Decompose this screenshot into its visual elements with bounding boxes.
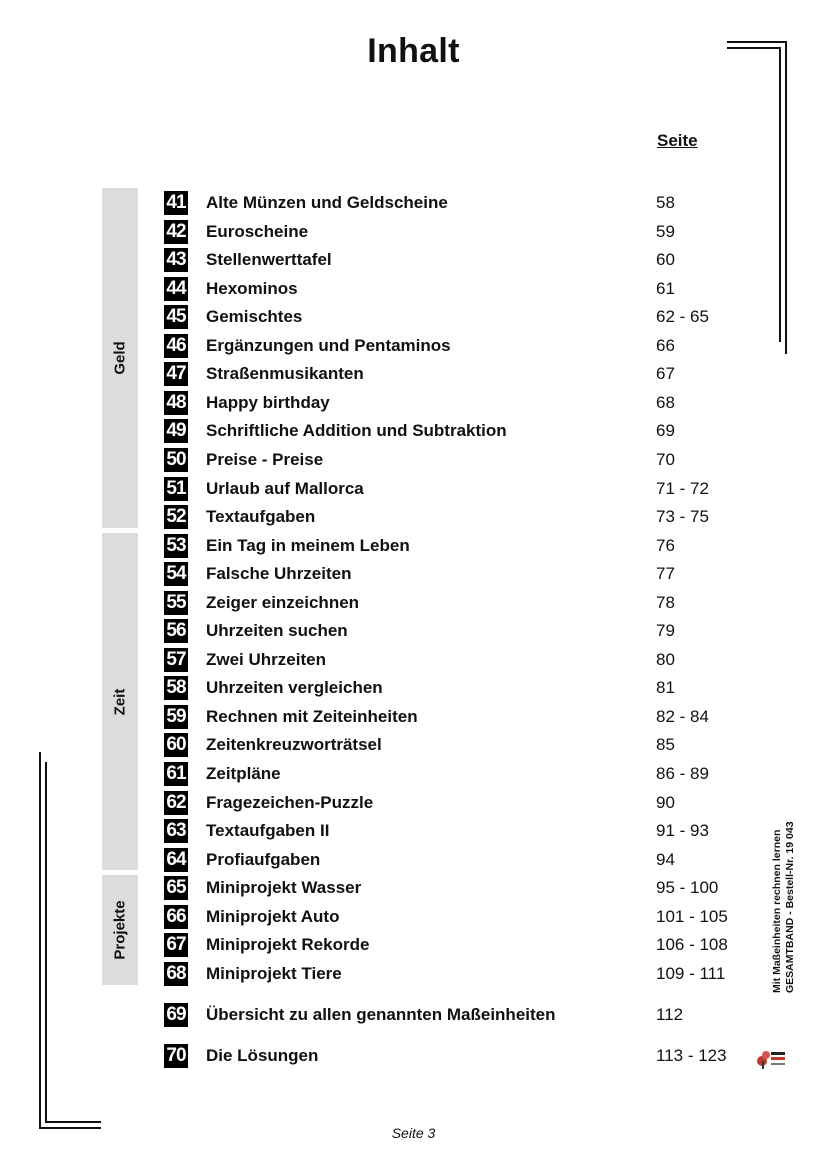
entry-number: 54	[164, 562, 188, 586]
entry-topic: Alte Münzen und Geldscheine	[206, 193, 448, 212]
entry-page: 94	[656, 850, 675, 869]
entry-number: 60	[164, 733, 188, 757]
entry-number: 64	[164, 848, 188, 872]
toc-entry	[164, 933, 764, 959]
page-column-heading: Seite	[657, 131, 698, 150]
toc-entry	[164, 477, 764, 503]
entry-number: 48	[164, 391, 188, 415]
corner-line-top-outer	[727, 41, 787, 43]
entry-number: 70	[164, 1044, 188, 1068]
entry-page: 79	[656, 621, 675, 640]
page-title: Inhalt	[367, 32, 460, 70]
entry-page: 78	[656, 593, 675, 612]
toc-entry	[164, 791, 764, 817]
entry-page: 90	[656, 793, 675, 812]
toc-entry	[164, 648, 764, 674]
corner-line-left-inner	[45, 762, 47, 1123]
entry-number: 51	[164, 477, 188, 501]
entry-topic: Ein Tag in meinem Leben	[206, 536, 410, 555]
entry-number: 68	[164, 962, 188, 986]
entry-page: 106 - 108	[656, 935, 728, 954]
entry-page: 73 - 75	[656, 507, 709, 526]
corner-line-right-inner	[779, 47, 781, 342]
entry-topic: Die Lösungen	[206, 1046, 319, 1065]
entry-topic: Miniprojekt Tiere	[206, 964, 342, 983]
entry-number: 46	[164, 334, 188, 358]
entry-number: 65	[164, 876, 188, 900]
entry-topic: Happy birthday	[206, 393, 330, 412]
entry-topic: Ergänzungen und Pentaminos	[206, 336, 451, 355]
toc-entry	[164, 191, 764, 217]
toc-entry	[164, 876, 764, 902]
toc-entry	[164, 220, 764, 246]
entry-number: 62	[164, 791, 188, 815]
publisher-logo-icon	[756, 1043, 786, 1071]
corner-line-right-outer	[785, 41, 787, 354]
entry-page: 91 - 93	[656, 821, 709, 840]
entry-topic: Stellenwerttafel	[206, 250, 332, 269]
entry-page: 82 - 84	[656, 707, 709, 726]
entry-topic: Straßenmusikanten	[206, 364, 364, 383]
entry-page: 67	[656, 364, 675, 383]
entry-topic: Übersicht zu allen genannten Maßeinheiten	[206, 1005, 556, 1024]
toc-entry	[164, 505, 764, 531]
entry-number: 55	[164, 591, 188, 615]
section-label: Projekte	[111, 900, 129, 960]
entry-page: 85	[656, 735, 675, 754]
entry-topic: Euroscheine	[206, 222, 309, 241]
toc-entry	[164, 448, 764, 474]
entry-number: 57	[164, 648, 188, 672]
toc-entry	[164, 305, 764, 331]
section-projekte	[102, 875, 138, 985]
entry-topic: Textaufgaben II	[206, 821, 330, 840]
entry-topic: Schriftliche Addition und Subtraktion	[206, 421, 507, 440]
toc-entry	[164, 1003, 764, 1029]
toc-entry	[164, 762, 764, 788]
toc-entry	[164, 962, 764, 988]
entry-number: 45	[164, 305, 188, 329]
entry-page: 112	[656, 1005, 684, 1024]
entry-number: 58	[164, 676, 188, 700]
entry-topic: Uhrzeiten suchen	[206, 621, 348, 640]
entry-page: 71 - 72	[656, 479, 709, 498]
corner-line-bottom-inner	[45, 1121, 101, 1123]
entry-number: 49	[164, 419, 188, 443]
section-geld	[102, 188, 138, 528]
entry-page: 66	[656, 336, 675, 355]
entry-topic: Uhrzeiten vergleichen	[206, 678, 383, 697]
entry-topic: Zwei Uhrzeiten	[206, 650, 326, 669]
entry-page: 109 - 111	[656, 964, 726, 983]
entry-topic: Hexominos	[206, 279, 298, 298]
entry-topic: Rechnen mit Zeiteinheiten	[206, 707, 418, 726]
entry-number: 56	[164, 619, 188, 643]
toc-entry	[164, 334, 764, 360]
entry-topic: Profiaufgaben	[206, 850, 321, 869]
entry-topic: Miniprojekt Rekorde	[206, 935, 370, 954]
entry-page: 81	[656, 678, 675, 697]
section-zeit	[102, 533, 138, 870]
entry-number: 44	[164, 277, 188, 301]
entry-topic: Urlaub auf Mallorca	[206, 479, 364, 498]
entry-page: 60	[656, 250, 675, 269]
entry-topic: Falsche Uhrzeiten	[206, 564, 352, 583]
entry-number: 52	[164, 505, 188, 529]
section-label: Geld	[111, 341, 129, 375]
entry-number: 63	[164, 819, 188, 843]
imprint-line-title: Mit Maßeinheiten rechnen lernen	[771, 829, 783, 993]
entry-page: 59	[656, 222, 675, 241]
entry-page: 113 - 123	[656, 1046, 727, 1065]
entry-topic: Preise - Preise	[206, 450, 324, 469]
entry-topic: Textaufgaben	[206, 507, 316, 526]
toc-entry	[164, 619, 764, 645]
toc-entry	[164, 562, 764, 588]
entry-page: 76	[656, 536, 675, 555]
section-label: Zeit	[111, 688, 129, 715]
entry-number: 67	[164, 933, 188, 957]
corner-line-top-inner	[727, 47, 779, 49]
toc-entry	[164, 733, 764, 759]
entry-number: 42	[164, 220, 188, 244]
entry-number: 61	[164, 762, 188, 786]
entry-number: 50	[164, 448, 188, 472]
toc-entry	[164, 248, 764, 274]
entry-number: 47	[164, 362, 188, 386]
entry-number: 66	[164, 905, 188, 929]
entry-topic: Gemischtes	[206, 307, 303, 326]
toc-entry	[164, 534, 764, 560]
entry-page: 101 - 105	[656, 907, 728, 926]
entry-number: 41	[164, 191, 188, 215]
entry-topic: Zeiger einzeichnen	[206, 593, 360, 612]
toc-entry	[164, 391, 764, 417]
entry-page: 69	[656, 421, 675, 440]
entry-page: 58	[656, 193, 675, 212]
page-number: Seite 3	[391, 1125, 436, 1141]
toc-entry	[164, 848, 764, 874]
entry-page: 86 - 89	[656, 764, 709, 783]
entry-number: 43	[164, 248, 188, 272]
entry-topic: Zeitenkreuzworträtsel	[206, 735, 382, 754]
entry-page: 68	[656, 393, 675, 412]
entry-number: 69	[164, 1003, 188, 1027]
entry-number: 53	[164, 534, 188, 558]
entry-topic: Miniprojekt Wasser	[206, 878, 362, 897]
toc-entry	[164, 676, 764, 702]
entry-page: 95 - 100	[656, 878, 719, 897]
entry-page: 77	[656, 564, 675, 583]
toc-entry	[164, 819, 764, 845]
toc-entry	[164, 1044, 764, 1070]
entry-topic: Zeitpläne	[206, 764, 281, 783]
toc-entry	[164, 419, 764, 445]
entry-topic: Fragezeichen-Puzzle	[206, 793, 374, 812]
imprint-line-order: GESAMTBAND - Bestell-Nr. 19 043	[784, 821, 796, 993]
entry-page: 62 - 65	[656, 307, 709, 326]
toc-entry	[164, 905, 764, 931]
entry-number: 59	[164, 705, 188, 729]
entry-page: 80	[656, 650, 675, 669]
entry-topic: Miniprojekt Auto	[206, 907, 340, 926]
corner-line-left-outer	[39, 752, 41, 1129]
toc-entry	[164, 277, 764, 303]
toc-entry	[164, 705, 764, 731]
toc-entry	[164, 362, 764, 388]
entry-page: 70	[656, 450, 675, 469]
entry-page: 61	[656, 279, 675, 298]
toc-entry	[164, 591, 764, 617]
